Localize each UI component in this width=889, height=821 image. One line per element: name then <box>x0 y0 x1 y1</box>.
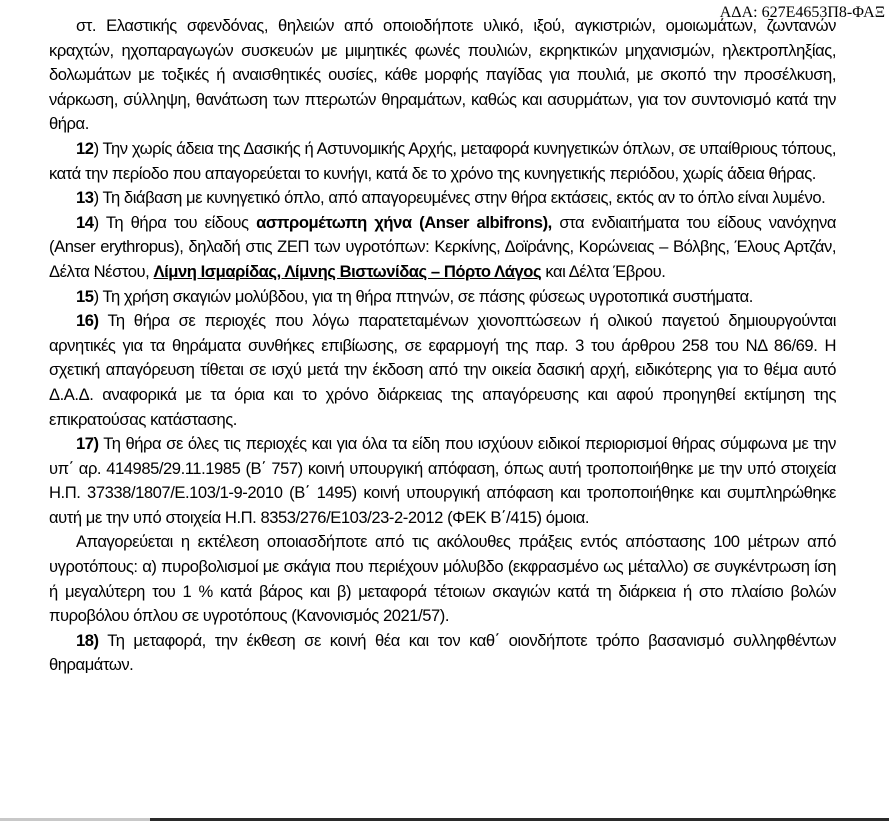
item-number: 13 <box>76 188 94 208</box>
item-paren: ) <box>93 188 99 208</box>
paragraph-text: Τη θήρα του είδους <box>98 212 257 232</box>
paragraph-15 <box>49 285 836 310</box>
paragraph-17 <box>49 432 836 530</box>
ada-document-code: ΑΔΑ: 627Ε4653Π8-ΦΑΞ <box>719 4 885 21</box>
paragraph-text: Τη χρήση σκαγιών μολύβδου, για τη θήρα πτηνών, σε πάσης φύσεως υγροτοπικά συστήματα. <box>98 286 753 306</box>
paragraph-text: και Δέλτα Έβρου. <box>541 261 666 281</box>
paragraph-st <box>49 14 836 137</box>
paragraph-text: Την χωρίς άδεια της Δασικής ή Αστυνομικής Αρχής, μεταφορά κυνηγετικών όπλων, σε υπαίθριους τόπους, κατά την περίοδο που απαγορεύεται το κυνήγι, κατά δε το χρόνο της κυνηγετικής περιόδου, χωρίς άδεια θήρας. <box>49 138 836 183</box>
paragraph-13 <box>49 186 836 211</box>
paragraph-text: στ. Ελαστικής σφενδόνας, θηλειών από οποιοδήποτε υλικό, ιξού, αγκιστριών, ομοιωμάτων, ζωντανών κραχτών, ηχοπαραγωγών συσκευών με μιμητικές φωνές πουλιών, εκρηκτικών μηχανισμών, ηλεκτροπληξίας, δολωμάτων με τοξικές ή αναισθητικές ουσίες, κάθε μορφής παγίδας για πουλιά, με σκοπό την προσέλκυση, νάρκωση, σύλληψη, θανάτωση των πτερωτών θηραμάτων, καθώς και ασυρμάτων, για τον συντονισμό κατά την θήρα. <box>49 16 836 134</box>
item-number: 17) <box>76 434 99 454</box>
paragraph-12 <box>49 137 836 186</box>
paragraph-18 <box>49 629 836 678</box>
document-page <box>49 14 836 678</box>
paragraph-17-continued <box>49 530 836 628</box>
paragraph-text: Τη διάβαση με κυνηγετικό όπλο, από απαγορευμένες στην θήρα εκτάσεις, εκτός αν το όπλο είναι λυμένο. <box>98 188 826 208</box>
paragraph-text: Απαγορεύεται η εκτέλεση οποιασδήποτε από τις ακόλουθες πράξεις εντός απόστασης 100 μέτρων από υγροτόπους: α) πυροβολισμοί με σκάγια που περιέχουν μόλυβδο (εκφρασμένο ως μέταλλο) σε συγκέντρωση ίση ή μεγαλύτερη του 1 % κατά βάρος και β) μεταφορά τέτοιων σκαγιών κατά τη διάρκεια ή στο πλαίσιο βολών πυροβόλου όπλου σε υγροτόπους (Κανονισμός 2021/57). <box>49 532 836 626</box>
paragraph-text: Τη θήρα σε όλες τις περιοχές και για όλα τα είδη που ισχύουν ειδικοί περιορισμοί θήρας σύμφωνα με την υπ΄ αρ. 414985/29.11.1985 (Β΄ 757) κοινή υπουργική απόφαση, όπως αυτή τροποποιήθηκε με την υπό στοιχεία Η.Π. 37338/1807/Ε.103/1-9-2010 (Β΄ 1495) κοινή υπουργική απόφαση και τροποποιήθηκε και συμπληρώθηκε αυτή με την υπό στοιχεία Η.Π. 8353/276/Ε103/23-2-2012 (ΦΕΚ Β΄/415) όμοια. <box>49 434 836 527</box>
paragraph-text: Τη θήρα σε περιοχές που λόγω παρατεταμένων χιονοπτώσεων ή ολικού παγετού δημιουργούνται αρνητικές για τα θηράματα συνθήκες επιβίωσης, σε εφαρμογή της παρ. 3 του άρθρου 258 του ΝΔ 86/69. Η σχετική απαγόρευση τίθεται σε ισχύ μετά την έκδοση από την οικεία δασική αρχή, ειδικότερης για το θέμα αυτό Δ.Α.Δ. αναφορικά με τα όρια και το χρόνο διάρκειας της απαγόρευσης και αφού προηγηθεί εκτίμηση της επικρατούσας κατάστασης. <box>49 311 836 429</box>
wetlands-names-underlined: Λίμνη Ισμαρίδας, Λίμνης Βιστωνίδας – Πόρτο Λάγος <box>153 261 542 281</box>
paragraph-text: στα ενδιαιτήματα του είδους νανόχηνα (Anser erythropus), δηλαδή στις ΖΕΠ των υγροτόπων: Κερκίνης, Δοϊράνης, Κορώνειας – Βόλβης, Έλους Αρτζάν, Δέλτα Νέστου, <box>49 212 836 281</box>
item-paren: ) <box>93 286 99 306</box>
item-number: 16) <box>76 311 99 331</box>
item-number: 18) <box>76 630 99 650</box>
item-paren: ) <box>93 212 99 232</box>
paragraph-16 <box>49 309 836 432</box>
paragraph-14 <box>49 211 836 285</box>
species-name-bold: ασπρομέτωπη χήνα (Anser albifrons), <box>256 212 552 232</box>
item-paren: ) <box>93 138 99 158</box>
paragraph-text: Τη μεταφορά, την έκθεση σε κοινή θέα και τον καθ΄ οιονδήποτε τρόπο βασανισμό συλληφθέντων θηραμάτων. <box>49 630 836 675</box>
item-number: 12 <box>76 138 94 158</box>
item-number: 14 <box>76 212 94 232</box>
item-number: 15 <box>76 286 94 306</box>
